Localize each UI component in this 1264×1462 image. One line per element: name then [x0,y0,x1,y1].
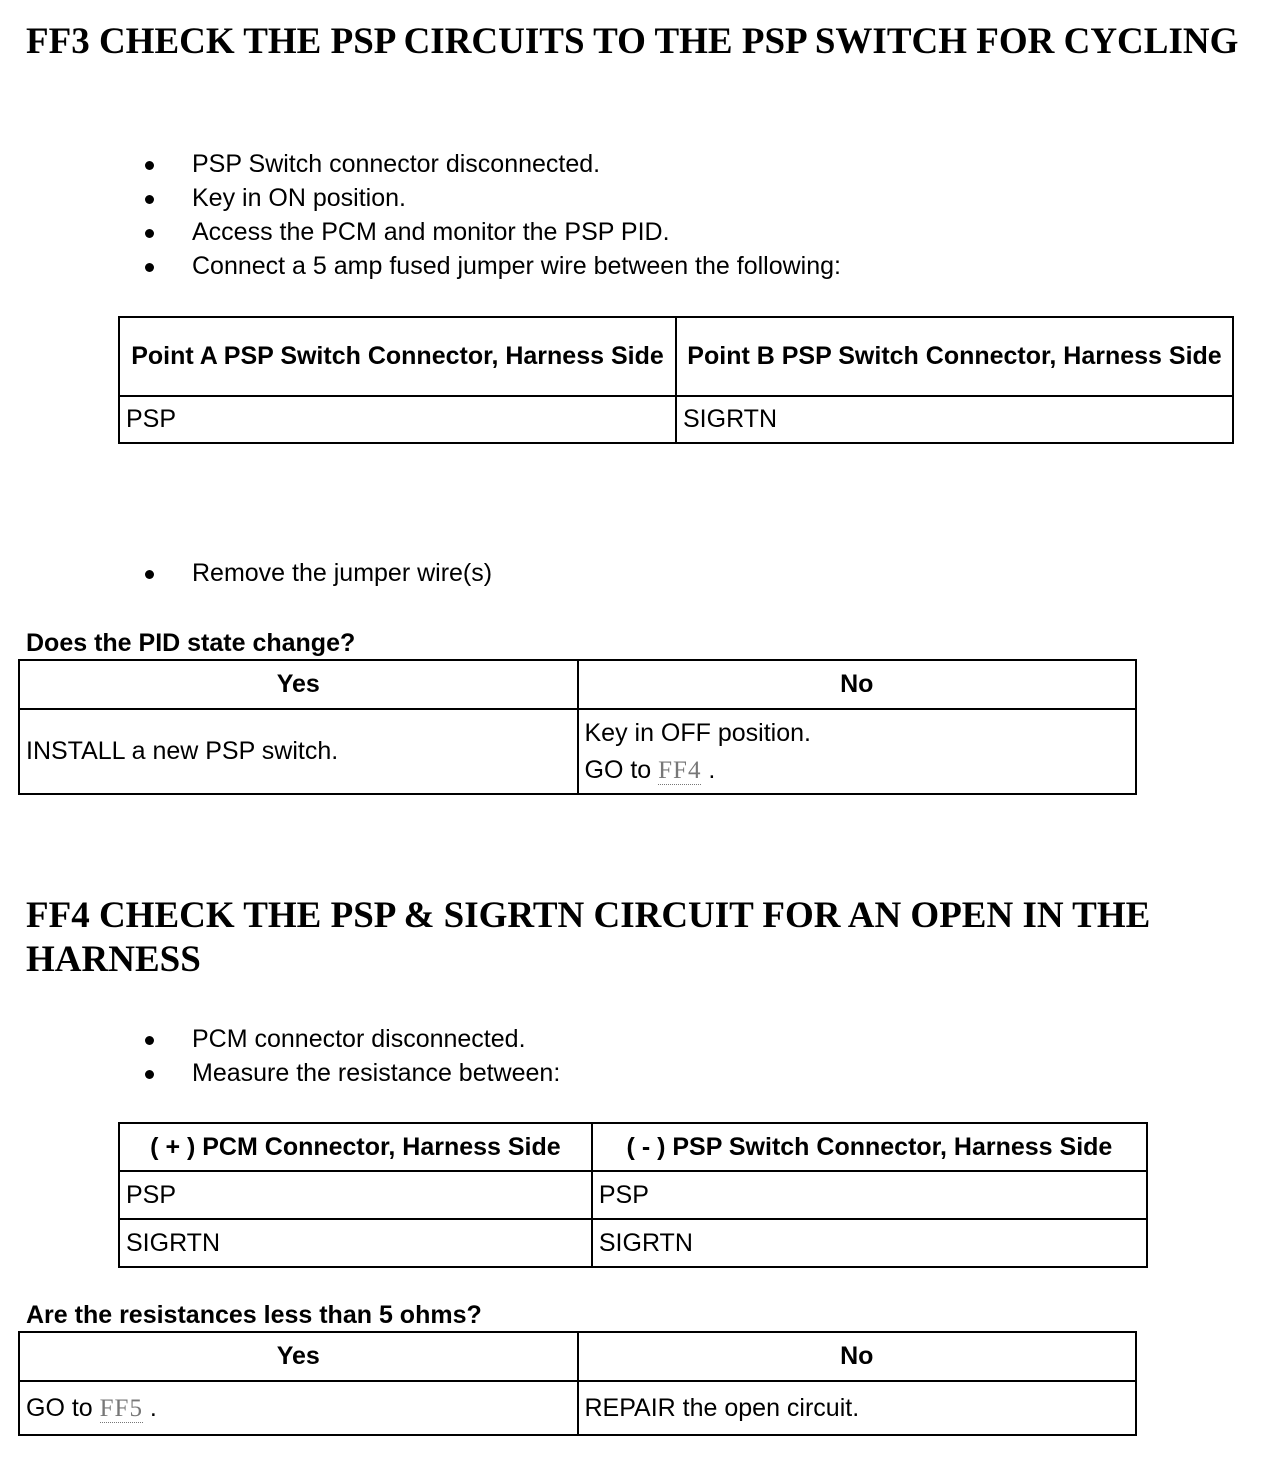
link-ff5[interactable]: FF5 [99,1394,143,1422]
list-item: Remove the jumper wire(s) [140,556,492,590]
answer-no-header: No [578,1332,1137,1381]
answer-no-cell: REPAIR the open circuit. [578,1381,1137,1435]
answer-yes-header: Yes [19,1332,578,1381]
list-item: Measure the resistance between: [140,1056,560,1090]
link-ff4[interactable]: FF4 [658,756,702,784]
ff3-jumper-table [118,316,1234,444]
answer-yes-cell: INSTALL a new PSP switch. [19,709,578,794]
ff4-bullet-list [140,1022,560,1090]
table-header-point-b: Point B PSP Switch Connector, Harness Side [676,317,1233,396]
table-cell: SIGRTN [592,1219,1147,1267]
period: . [149,1393,157,1422]
ff3-heading: FF3 CHECK THE PSP CIRCUITS TO THE PSP SWITCH FOR CYCLING [26,21,1239,62]
table-header-psp-switch: ( - ) PSP Switch Connector, Harness Side [592,1123,1147,1171]
table-row [119,1171,1147,1219]
ff3-answer-table [18,659,1137,795]
table-cell: PSP [119,396,676,443]
ff4-question: Are the resistances less than 5 ohms? [26,1301,482,1329]
table-cell: PSP [119,1171,592,1219]
goto-text: GO to [26,1393,93,1422]
table-header-pcm: ( + ) PCM Connector, Harness Side [119,1123,592,1171]
list-item: Connect a 5 amp fused jumper wire between the following: [140,249,841,283]
list-item: PCM connector disconnected. [140,1022,560,1056]
table-cell: SIGRTN [676,396,1233,443]
table-cell: SIGRTN [119,1219,592,1267]
list-item: Key in ON position. [140,181,841,215]
table-row [119,1219,1147,1267]
answer-no-header: No [578,660,1137,709]
ff4-measure-table [118,1122,1148,1268]
period: . [708,755,716,784]
list-item: Access the PCM and monitor the PSP PID. [140,215,841,249]
table-header-point-a: Point A PSP Switch Connector, Harness Side [119,317,676,396]
goto-text: GO to [584,755,652,784]
ff4-heading: FF4 CHECK THE PSP & SIGRTN CIRCUIT FOR AN OPEN IN THE HARNESS [26,895,1151,980]
answer-yes-header: Yes [19,660,578,709]
list-item: PSP Switch connector disconnected. [140,147,841,181]
answer-yes-cell [19,1381,578,1435]
answer-no-cell [578,709,1137,794]
answer-no-line: Key in OFF position. [584,718,811,747]
ff4-answer-table [18,1331,1137,1436]
ff3-bullet-list [140,147,841,283]
ff3-question: Does the PID state change? [26,629,356,657]
ff3-after-list [140,556,492,590]
table-cell: PSP [592,1171,1147,1219]
